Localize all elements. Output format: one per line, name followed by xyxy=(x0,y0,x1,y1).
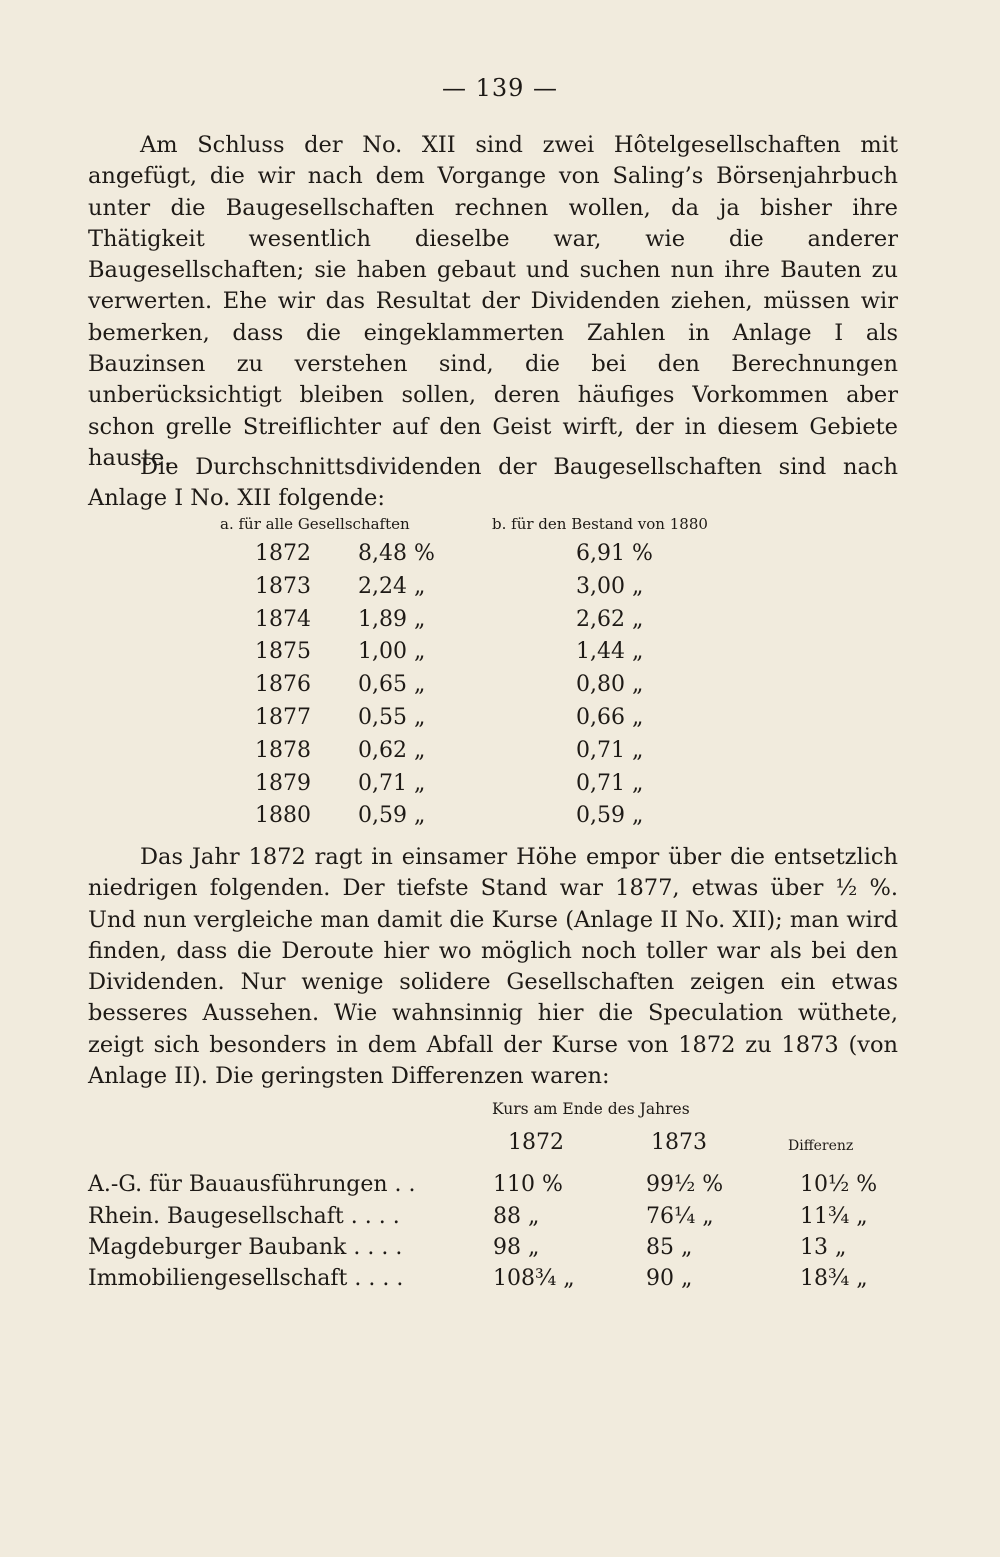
stock-1880-cell: 0,66 „ xyxy=(576,704,644,730)
stock-1880-cell: 0,59 „ xyxy=(576,803,644,829)
all-companies-cell: 0,59 „ xyxy=(358,803,426,829)
column-1873: 1873 xyxy=(651,1130,707,1155)
table-row xyxy=(200,672,840,705)
column-1872: 1872 xyxy=(508,1130,564,1155)
page-number: — 139 — xyxy=(441,74,559,102)
stock-1880-cell: 6,91 % xyxy=(576,541,653,566)
table-row xyxy=(88,1204,878,1236)
price-1873-cell: 85 „ xyxy=(646,1235,693,1260)
all-companies-cell: 1,89 „ xyxy=(358,606,426,632)
table-row xyxy=(200,541,840,574)
price-1872-cell: 108¾ „ xyxy=(493,1266,575,1291)
dividends-table xyxy=(200,515,840,836)
difference-cell: 10½ % xyxy=(800,1172,878,1197)
year-cell: 1875 xyxy=(255,639,311,665)
price-1872-cell: 88 „ xyxy=(493,1204,540,1229)
table-row xyxy=(200,639,840,672)
stock-1880-cell: 2,62 „ xyxy=(576,606,644,632)
table-row xyxy=(88,1172,878,1204)
company-name-cell: A.-G. für Bauausführungen . . xyxy=(88,1172,416,1197)
stock-1880-cell: 0,80 „ xyxy=(576,672,644,698)
year-cell: 1879 xyxy=(255,770,311,796)
paragraph-intro xyxy=(88,130,898,474)
table-row xyxy=(200,705,840,738)
paragraph-dividends-intro-text: Die Durchschnittsdividenden der Baugesellschaften sind nach Anlage I No. XII folgende: xyxy=(88,454,898,512)
difference-cell: 11¾ „ xyxy=(800,1204,868,1229)
company-name-cell: Rhein. Baugesellschaft . . . . xyxy=(88,1204,400,1229)
column-difference: Differenz xyxy=(788,1138,854,1154)
all-companies-cell: 2,24 „ xyxy=(358,573,426,599)
all-companies-cell: 8,48 % xyxy=(358,541,435,566)
paragraph-dividends-intro xyxy=(88,452,898,515)
table-row xyxy=(200,771,840,804)
company-name-cell: Immobiliengesellschaft . . . . xyxy=(88,1266,404,1291)
year-cell: 1876 xyxy=(255,672,311,698)
year-cell: 1877 xyxy=(255,704,311,730)
price-1873-cell: 99½ % xyxy=(646,1172,724,1197)
stock-1880-cell: 0,71 „ xyxy=(576,770,644,796)
year-cell: 1880 xyxy=(255,803,311,829)
table-row xyxy=(200,738,840,771)
all-companies-cell: 0,62 „ xyxy=(358,737,426,763)
all-companies-cell: 0,55 „ xyxy=(358,704,426,730)
dividends-rows xyxy=(200,541,840,836)
all-companies-cell: 1,00 „ xyxy=(358,639,426,665)
year-cell: 1872 xyxy=(255,541,311,566)
all-companies-cell: 0,71 „ xyxy=(358,770,426,796)
stock-1880-cell: 0,71 „ xyxy=(576,737,644,763)
table-row xyxy=(88,1266,878,1298)
price-table-caption: Kurs am Ende des Jahres xyxy=(492,1100,690,1118)
difference-cell: 13 „ xyxy=(800,1235,847,1260)
table-row xyxy=(200,574,840,607)
price-1872-cell: 110 % xyxy=(493,1172,563,1197)
paragraph-intro-text: Am Schluss der No. XII sind zwei Hôtelgesellschaften mit angefügt, die wir nach dem Vorgange von Saling’s Börsenjahrbuch unter die Baugesellschaften rechnen wollen, da ja bisher ihre Thätigkeit wesentlich dieselbe war, wie die anderer Baugesellschaften; sie haben gebaut und suchen nun ihre Bauten zu verwerten. Ehe wir das Resultat der Dividenden ziehen, müssen wir bemerken, dass die eingeklammerten Zahlen in Anlage I als Bauzinsen zu verstehen sind, die bei den Berechnungen unberücksichtigt bleiben sollen, deren häufiges Vorkommen aber schon grelle Streiflichter auf den Geist wirft, der in diesem Gebiete hauste. xyxy=(88,132,898,471)
year-cell: 1878 xyxy=(255,737,311,763)
paragraph-analysis-text: Das Jahr 1872 ragt in einsamer Höhe empor über die entsetzlich niedrigen folgenden. Der tiefste Stand war 1877, etwas über ½ %. Und nun vergleiche man damit die Kurse (Anlage II No. XII); man wird finden, dass die Deroute hier wo möglich noch toller war als bei den Dividenden. Nur wenige solidere Gesellschaften zeigen ein etwas besseres Aussehen. Wie wahnsinnig hier die Speculation wüthete, zeigt sich besonders in dem Abfall der Kurse von 1872 zu 1873 (von Anlage II). Die geringsten Differenzen waren: xyxy=(88,844,898,1090)
header-all-companies: a. für alle Gesellschaften xyxy=(220,515,410,533)
stock-1880-cell: 3,00 „ xyxy=(576,573,644,599)
price-1873-cell: 90 „ xyxy=(646,1266,693,1291)
year-cell: 1874 xyxy=(255,606,311,632)
table-row xyxy=(88,1235,878,1267)
table-row xyxy=(200,607,840,640)
price-1872-cell: 98 „ xyxy=(493,1235,540,1260)
dividends-table-header xyxy=(200,515,840,541)
header-stock-1880: b. für den Bestand von 1880 xyxy=(492,515,708,533)
stock-1880-cell: 1,44 „ xyxy=(576,639,644,665)
paragraph-analysis xyxy=(88,842,898,1092)
all-companies-cell: 0,65 „ xyxy=(358,672,426,698)
year-cell: 1873 xyxy=(255,573,311,599)
table-row xyxy=(200,803,840,836)
price-1873-cell: 76¼ „ xyxy=(646,1204,714,1229)
difference-cell: 18¾ „ xyxy=(800,1266,868,1291)
company-name-cell: Magdeburger Baubank . . . . xyxy=(88,1235,403,1260)
